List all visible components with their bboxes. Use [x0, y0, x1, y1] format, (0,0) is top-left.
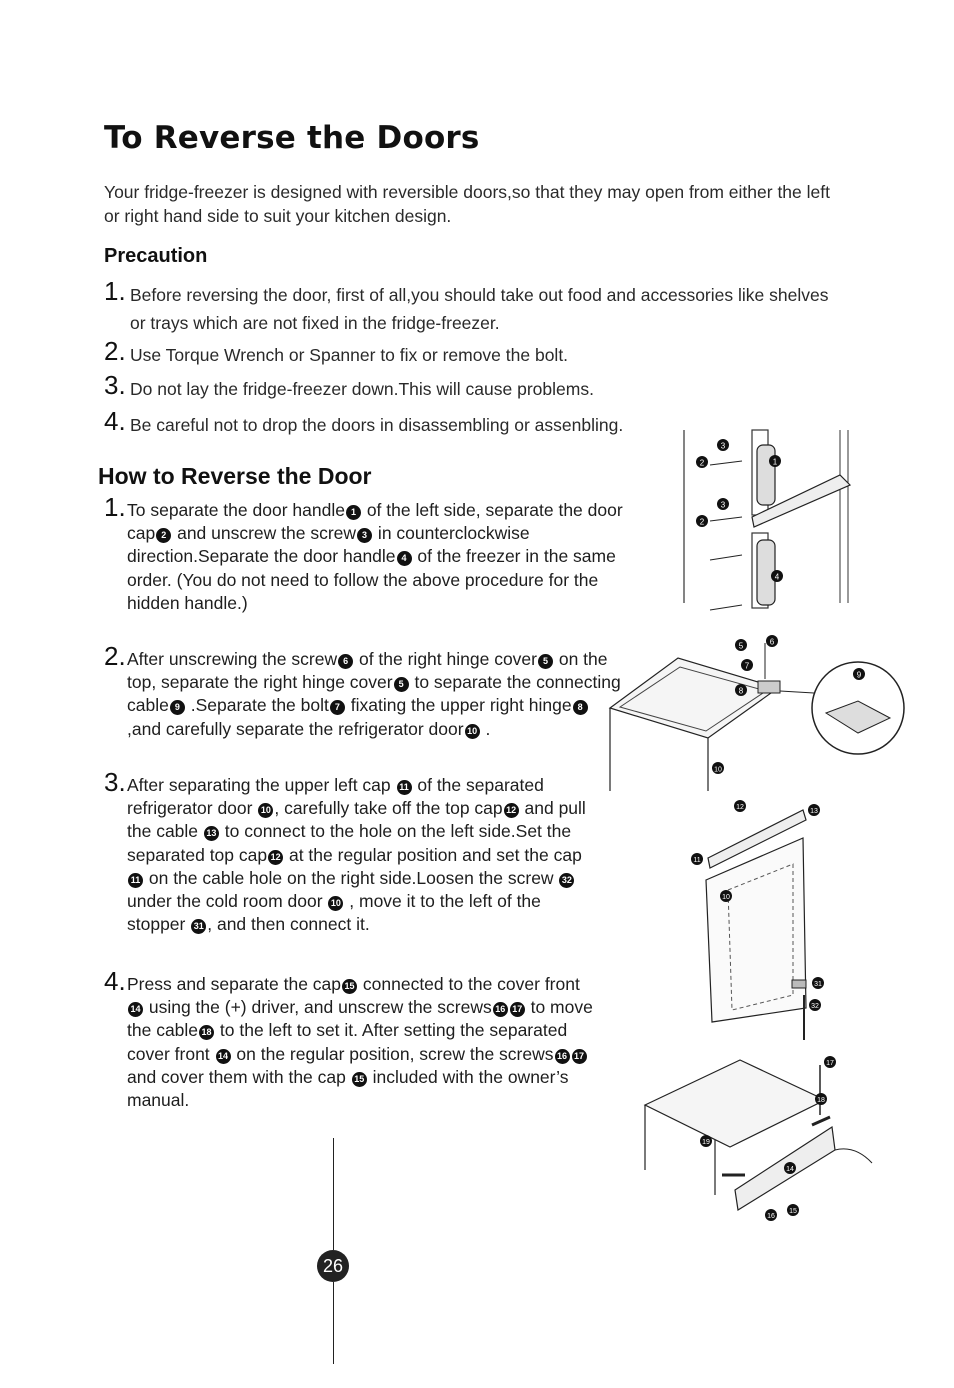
hinge-removal-figure	[608, 633, 908, 793]
callout-number: 10	[328, 896, 343, 911]
precaution-item	[104, 276, 844, 337]
step-text-segment: .Separate the bolt	[185, 695, 329, 716]
callout-11: 11	[693, 857, 701, 864]
callout-32: 32	[811, 1003, 819, 1010]
callout-number: 18	[199, 1025, 214, 1040]
item-text: Before reversing the door, first of all,you should take out food and accessories like shelves or trays which are not fixed in the fridge-freezer.	[130, 285, 829, 333]
callout-number: 17	[572, 1049, 587, 1064]
callout-7: 7	[744, 661, 750, 671]
callout-31: 31	[814, 981, 822, 988]
step-text-segment: of the freezer in the same order. (You do not need to follow the above procedure for the hidden handle.)	[127, 546, 616, 613]
callout-number: 4	[397, 551, 412, 566]
step-text-segment: of the left side, separate the door cap	[127, 500, 623, 544]
callout-19: 19	[702, 1139, 710, 1146]
callout-number: 2	[156, 528, 171, 543]
step-text-segment: To separate the door handle	[127, 500, 345, 520]
callout-5: 5	[738, 641, 744, 651]
step-text	[104, 973, 597, 1112]
callout-number: 31	[191, 919, 206, 934]
callout-number: 14	[128, 1002, 143, 1017]
item-text: Use Torque Wrench or Spanner to fix or remove the bolt.	[130, 345, 569, 365]
callout-12: 12	[736, 804, 744, 811]
intro-paragraph: Your fridge-freezer is designed with reversible doors,so that they may open from either the left or right hand side to suit your kitchen design.	[104, 182, 830, 226]
callout-9: 9	[856, 670, 862, 680]
precaution-item	[104, 336, 844, 369]
callout-3: 3	[720, 500, 726, 510]
callout-10: 10	[722, 894, 730, 901]
callout-15: 15	[789, 1208, 797, 1215]
step-2	[104, 641, 624, 741]
callout-8: 8	[738, 686, 744, 696]
step-text-segment: at the regular position and set the cap	[284, 844, 582, 865]
cover-front-figure	[640, 1055, 885, 1230]
step-text-segment: , move it to the left of the stopper	[127, 891, 541, 935]
step-text-segment: Press and separate the cap	[127, 974, 342, 994]
step-3	[104, 767, 624, 936]
step-text	[104, 648, 624, 741]
step-text-segment: , and then connect it.	[207, 914, 370, 935]
callout-number: 7	[330, 700, 345, 715]
callout-13: 13	[810, 808, 818, 815]
page-number: 26	[317, 1250, 349, 1282]
step-text-segment: to move the cable	[127, 997, 593, 1041]
step-text-segment: of the separated refrigerator door	[127, 775, 544, 819]
callout-number: 11	[397, 780, 412, 795]
step-text-segment: on the cable hole on the right side.Loosen the screw	[144, 867, 559, 888]
how-to-heading: How to Reverse the Door	[98, 463, 372, 489]
step-text-segment: connected to the cover front	[358, 974, 580, 994]
page-divider	[333, 1138, 334, 1250]
precaution-item	[104, 370, 844, 403]
precaution-heading: Precaution	[104, 245, 208, 267]
callout-number: 12	[268, 850, 283, 865]
step-text-segment: under the cold room door	[127, 891, 328, 912]
callout-number: 8	[573, 700, 588, 715]
step-number: 3.	[104, 767, 126, 797]
callout-number: 6	[338, 654, 353, 669]
step-text-segment: and cover them with the cap	[127, 1066, 351, 1087]
item-number: 2.	[104, 336, 126, 366]
step-text-segment: to the left to set it. After setting the separated cover front	[127, 1020, 568, 1064]
callout-1: 1	[772, 457, 778, 467]
page-title: To Reverse the Doors	[104, 120, 480, 156]
item-text: Be careful not to drop the doors in disassembling or assenbling.	[130, 415, 624, 435]
step-text-segment: in counterclockwise direction.Separate the door handle	[127, 523, 530, 567]
callout-number: 12	[504, 803, 519, 818]
callout-17: 17	[826, 1060, 834, 1067]
step-1	[104, 492, 624, 615]
item-text: Do not lay the fridge-freezer down.This will cause problems.	[130, 379, 594, 399]
step-text-segment: After unscrewing the screw	[127, 649, 338, 669]
door-cap-figure	[688, 790, 838, 1045]
step-text-segment: to separate the connecting cable	[127, 672, 621, 716]
callout-number: 1	[346, 505, 361, 520]
callout-2: 2	[699, 517, 705, 527]
item-number: 3.	[104, 370, 126, 400]
callout-number: 13	[204, 826, 219, 841]
callout-number: 10	[258, 803, 273, 818]
handle-removal-figure	[680, 425, 860, 615]
callout-number: 3	[357, 528, 372, 543]
callout-number: 32	[559, 873, 574, 888]
callout-number: 17	[510, 1002, 525, 1017]
step-text	[104, 774, 602, 936]
step-text-segment: using the (+) driver, and unscrew the screws	[144, 997, 492, 1018]
step-number: 1.	[104, 492, 126, 522]
step-text-segment: and pull the cable	[127, 798, 586, 842]
step-4	[104, 966, 624, 1112]
step-text-segment: After separating the upper left cap	[127, 775, 396, 795]
step-text	[104, 499, 624, 615]
callout-2: 2	[699, 458, 705, 468]
step-text-segment: and unscrew the screw	[172, 523, 357, 544]
item-number: 1.	[104, 276, 126, 306]
callout-number: 11	[128, 873, 143, 888]
step-number: 4.	[104, 966, 126, 996]
step-text-segment: fixating the upper right hinge	[345, 695, 572, 716]
callout-number: 5	[394, 677, 409, 692]
step-text-segment: .	[480, 718, 491, 739]
callout-16: 16	[767, 1213, 775, 1220]
step-text-segment: included with the owner’s manual.	[127, 1066, 569, 1111]
callout-number: 16	[493, 1002, 508, 1017]
item-number: 4.	[104, 406, 126, 436]
callout-14: 14	[786, 1166, 794, 1173]
callout-number: 5	[538, 654, 553, 669]
step-text-segment: ,and carefully separate the refrigerator door	[127, 718, 464, 739]
callout-3: 3	[720, 441, 726, 451]
step-text-segment: of the right hinge cover	[354, 649, 537, 669]
callout-number: 16	[555, 1049, 570, 1064]
callout-6: 6	[769, 637, 775, 647]
callout-10: 10	[714, 766, 722, 774]
callout-number: 15	[342, 979, 357, 994]
step-text-segment: , carefully take off the top cap	[274, 798, 503, 819]
callout-4: 4	[774, 572, 780, 582]
step-text-segment: on the regular position, screw the screws	[231, 1043, 554, 1064]
page-divider	[333, 1282, 334, 1364]
callout-number: 15	[352, 1072, 367, 1087]
step-number: 2.	[104, 641, 126, 671]
callout-number: 14	[216, 1049, 231, 1064]
callout-number: 10	[465, 724, 480, 739]
step-text-segment: to connect to the hole on the left side.Set the separated top cap	[127, 821, 572, 865]
callout-18: 18	[817, 1097, 825, 1104]
callout-number: 9	[170, 700, 185, 715]
step-text-segment: on the top, separate the right hinge cover	[127, 649, 608, 693]
